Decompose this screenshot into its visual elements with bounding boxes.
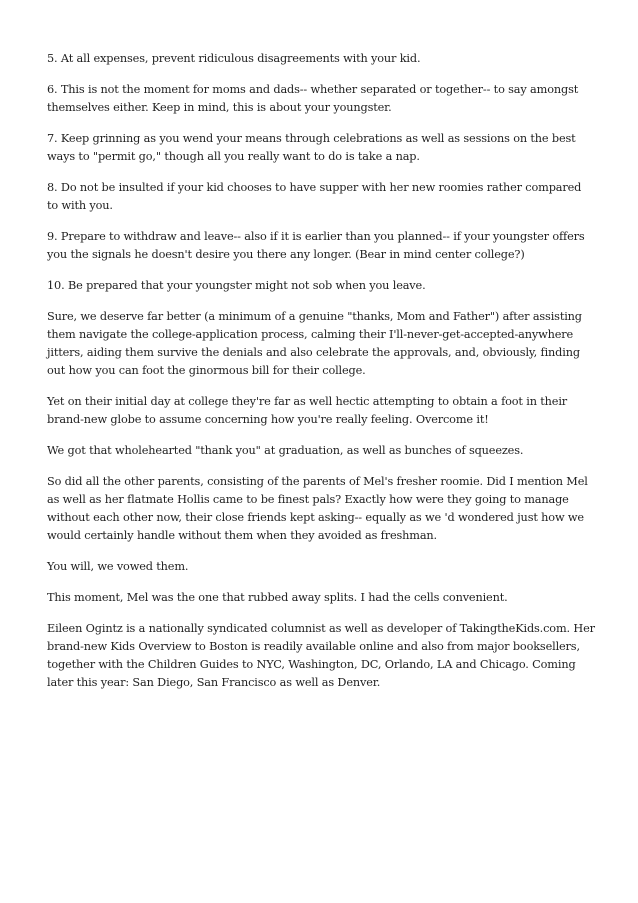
- paragraph-author-bio: Eileen Ogintz is a nationally syndicated columnist as well as developer of TakingtheKids.com. Her brand-new Kids Overview to Boston is readily available online and also from major booksellers, together with the Children Guides to NYC, Washington, DC, Orlando, LA and Chicago. Coming later this year: San Diego, San Francisco as well as Denver.: [47, 622, 595, 689]
- paragraph-tip-7: 7. Keep grinning as you wend your means through celebrations as well as sessions on the best ways to "permit go," though all you really want to do is take a nap.: [47, 132, 576, 163]
- paragraph-tip-9: 9. Prepare to withdraw and leave-- also if it is earlier than you planned-- if your youngster offers you the signals he doesn't desire you there any longer. (Bear in mind center college?): [47, 230, 585, 261]
- paragraph-thank-you: We got that wholehearted "thank you" at graduation, as well as bunches of squeezes.: [47, 444, 524, 457]
- paragraph-tip-8: 8. Do not be insulted if your kid chooses to have supper with her new roomies rather compared to with you.: [47, 181, 582, 212]
- paragraph-other-parents: So did all the other parents, consisting of the parents of Mel's fresher roomie. Did I mention Mel as well as her flatmate Hollis came to be finest pals? Exactly how were they going to manage without each other now, their close friends kept asking-- equally as we 'd wondered just how we would certainly handle without them when they avoided as freshman.: [47, 475, 588, 542]
- paragraph-tip-5: 5. At all expenses, prevent ridiculous disagreements with your kid.: [47, 52, 421, 65]
- paragraph-vowed: You will, we vowed them.: [47, 560, 189, 573]
- document-page: [47, 50, 595, 705]
- paragraph-splits: This moment, Mel was the one that rubbed away splits. I had the cells convenient.: [47, 591, 508, 604]
- paragraph-deserve-better: Sure, we deserve far better (a minimum of a genuine "thanks, Mom and Father") after assisting them navigate the college-application process, calming their I'll-never-get-accepted-anywhere jitters, aiding them survive the denials and also celebrate the approvals, and, obviously, finding out how you can foot the ginormous bill for their college.: [47, 310, 582, 377]
- paragraph-first-day: Yet on their initial day at college they're far as well hectic attempting to obtain a foot in their brand-new globe to assume concerning how you're really feeling. Overcome it!: [47, 395, 568, 426]
- paragraph-tip-10: 10. Be prepared that your youngster might not sob when you leave.: [47, 279, 426, 292]
- paragraph-tip-6: 6. This is not the moment for moms and dads-- whether separated or together-- to say amongst themselves either. Keep in mind, this is about your youngster.: [47, 83, 579, 114]
